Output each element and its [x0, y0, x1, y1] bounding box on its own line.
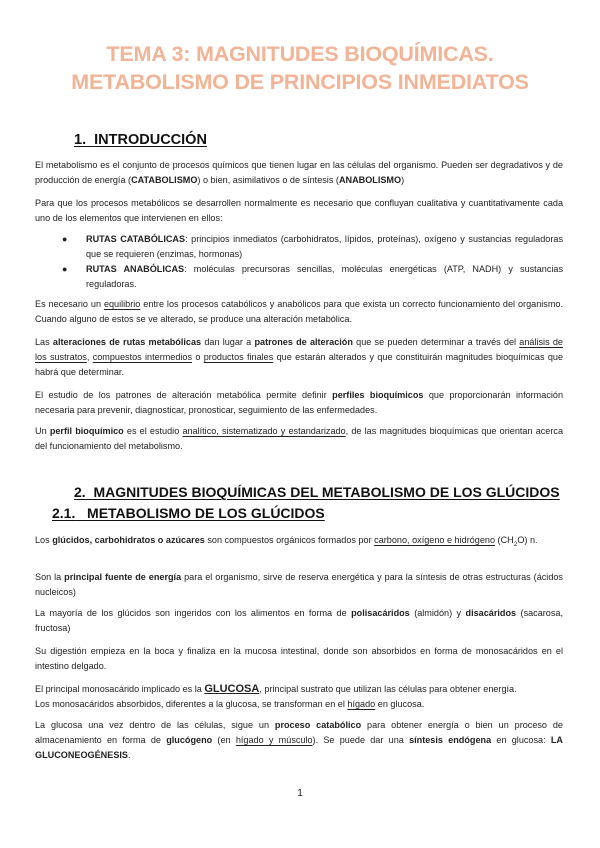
glucids-paragraph-3: La mayoría de los glúcidos son ingeridos con los alimentos en forma de polisacáridos (almidón) y disacáridos (sacarosa, fructosa)	[35, 608, 563, 633]
document-title	[30, 40, 570, 96]
intro-paragraph-5: El estudio de los patrones de alteración metabólica permite definir perfiles bioquímicos que proporcionarán información necesaria para prevenir, diagnosticar, pronosticar, seguimiento de las enfermedades.	[35, 390, 563, 415]
subsection-2-1-title: METABOLISMO DE LOS GLÚCIDOS	[87, 505, 325, 521]
bullet-icon: ●	[62, 264, 68, 274]
section-2-heading	[74, 484, 560, 500]
subsection-2-1-number: 2.1.	[52, 505, 76, 521]
intro-paragraph-4: Las alteraciones de rutas metabólicas dan lugar a patrones de alteración que se pueden determinar a través del análisis de los sustratos, compuestos intermedios o productos finales que estarán alterados y que constituirán magnitudes bioquímicas que habrá que determinar.	[35, 337, 563, 377]
section-2-title: MAGNITUDES BIOQUÍMICAS DEL METABOLISMO DE LOS GLÚCIDOS	[93, 484, 560, 500]
section-1-title: INTRODUCCIÓN	[94, 132, 207, 148]
section-1-heading	[74, 132, 207, 148]
metabolic-routes-list	[62, 232, 563, 292]
intro-paragraph-3: Es necesario un equilibrio entre los procesos catabólicos y anabólicos para que exista un correcto funcionamiento del organismo. Cuando alguno de estos se ve alterado, se produce una alteración metabólica.	[35, 299, 563, 324]
list-item: ● RUTAS CATABÓLICAS: principios inmediatos (carbohidratos, lípidos, proteínas), oxígeno y sustancias reguladoras que se requieren (enzimas, hormonas)	[62, 234, 563, 259]
glucids-paragraph-4: Su digestión empieza en la boca y finaliza en la mucosa intestinal, donde son absorbidos en forma de monosacáridos en el intestino delgado.	[35, 646, 563, 671]
intro-paragraph-2: Para que los procesos metabólicos se desarrollen normalmente es necesario que confluyan cualitativa y cuantitativamente cada uno de los elementos que intervienen en ellos:	[35, 198, 563, 223]
intro-paragraph-1: El metabolismo es el conjunto de procesos químicos que tienen lugar en las células del organismo. Pueden ser degradativos y de producción de energía (CATABOLISMO) o bien, asimilativos o de síntesis (ANABOLISMO)	[35, 160, 563, 185]
glucids-paragraph-2: Son la principal fuente de energía para el organismo, sirve de reserva energética y para la síntesis de otras estructuras (ácidos nucleicos)	[35, 572, 563, 597]
intro-paragraph-6: Un perfil bioquímico es el estudio analítico, sistematizado y estandarizado, de las magnitudes bioquímicas que orientan acerca del funcionamiento del metabolismo.	[35, 426, 563, 451]
bullet-icon: ●	[62, 234, 68, 244]
glucids-paragraph-1: Los glúcidos, carbohidratos o azúcares son compuestos orgánicos formados por carbono, oxígeno e hidrógeno $(CH_2O)$ n.	[35, 535, 538, 548]
section-1-number: 1.	[74, 132, 87, 148]
list-item: ● RUTAS ANABÓLICAS: moléculas precursoras sencillas, moléculas energéticas (ATP, NADH) y sustancias reguladoras.	[62, 264, 563, 289]
subsection-2-1-heading	[52, 505, 325, 521]
glucids-paragraph-5: El principal monosacárido implicado es la GLUCOSA, principal sustrato que utilizan las células para obtener energía. Los monosacáridos absorbidos, diferentes a la glucosa, se transforman en el hígado en glucosa.	[35, 683, 517, 709]
section-2-number: 2.	[74, 484, 86, 500]
page-number: 1	[297, 788, 303, 799]
glucids-paragraph-6: La glucosa una vez dentro de las células, sigue un proceso catabólico para obtener energía o bien un proceso de almacenamiento en forma de glucógeno (en hígado y músculo). Se puede dar una síntesis endógena en glucosa: LA GLUCONEOGÉNESIS.	[35, 720, 563, 760]
title-line-2: METABOLISMO DE PRINCIPIOS INMEDIATOS	[71, 70, 529, 94]
title-line-1: TEMA 3: MAGNITUDES BIOQUÍMICAS.	[106, 42, 494, 66]
